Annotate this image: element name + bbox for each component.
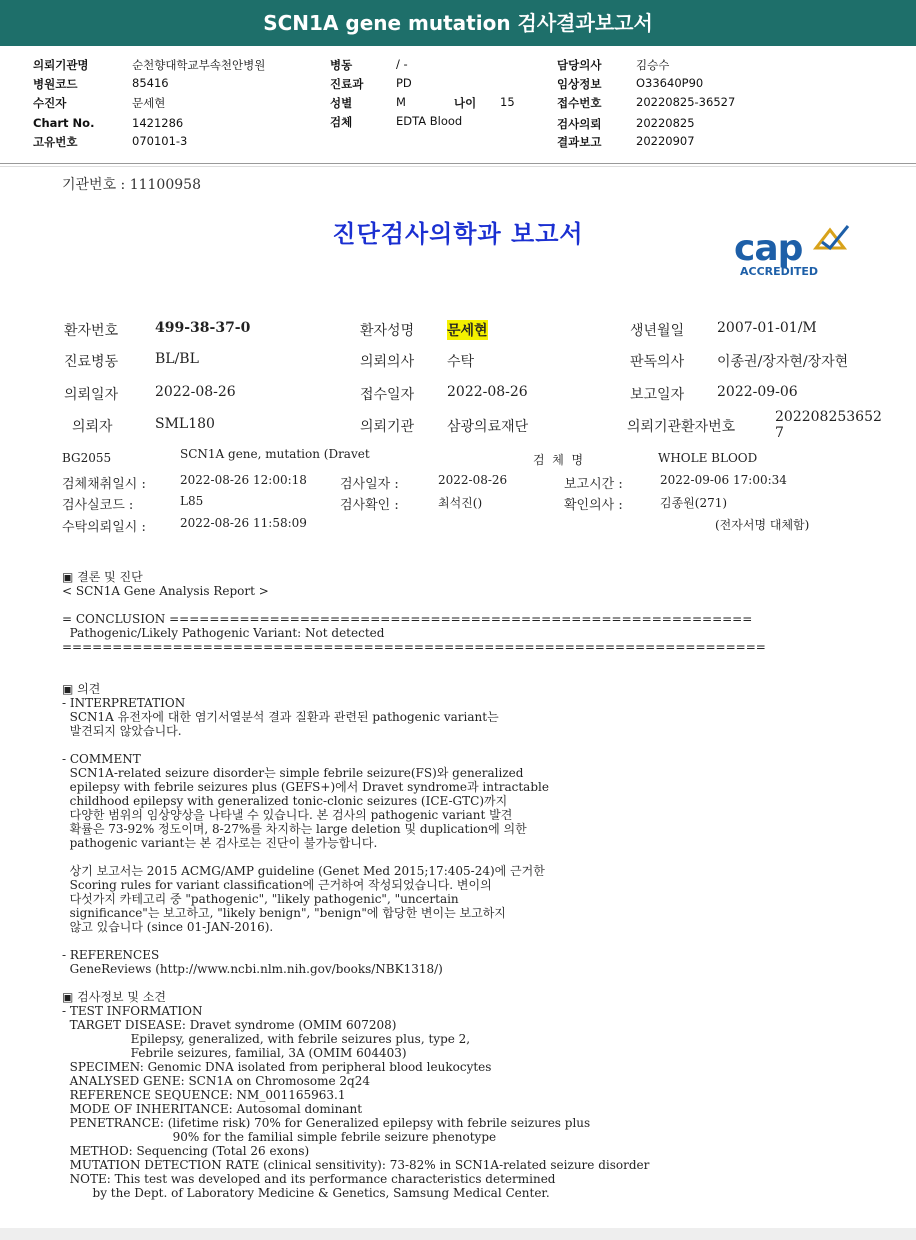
report-line: Pathogenic/Likely Pathogenic Variant: Not detected bbox=[62, 626, 385, 640]
header-value: 문세현 bbox=[132, 96, 166, 110]
header-value: 20220825-36527 bbox=[636, 95, 736, 109]
patient-label: 의뢰일자 bbox=[64, 387, 119, 403]
header-label: 결과보고 bbox=[557, 135, 602, 149]
report-line bbox=[62, 598, 766, 612]
report-line: < SCN1A Gene Analysis Report > bbox=[62, 584, 269, 598]
patient-label: 생년월일 bbox=[630, 323, 685, 339]
patient-institution-patient-number-2: 7 bbox=[775, 425, 784, 441]
report-line: 발견되지 않았습니다. bbox=[62, 724, 182, 738]
test-name: SCN1A gene, mutation (Dravet bbox=[180, 447, 370, 461]
report-line: - INTERPRETATION bbox=[62, 696, 186, 710]
reporttime-value: 2022-09-06 17:00:34 bbox=[660, 473, 787, 487]
patient-label: 의뢰기관 bbox=[360, 419, 415, 435]
report-line: ====================================================================== bbox=[62, 640, 766, 654]
report-title: SCN1A gene mutation 검사결과보고서 bbox=[263, 11, 653, 35]
header-label: 성별 bbox=[330, 96, 353, 110]
report-title-bar bbox=[0, 0, 916, 46]
header-label: 진료과 bbox=[330, 77, 364, 91]
report-line: significance"는 보고하고, "likely benign", "benign"에 합당한 변이는 보고하지 bbox=[62, 906, 506, 920]
report-line: ANALYSED GENE: SCN1A on Chromosome 2q24 bbox=[62, 1074, 370, 1088]
patient-ward: BL/BL bbox=[155, 351, 199, 367]
esign-note: (전자서명 대체함) bbox=[715, 518, 810, 532]
report-line: - COMMENT bbox=[62, 752, 141, 766]
testdate-value: 2022-08-26 bbox=[438, 473, 508, 487]
verifier-value: 김종원(271) bbox=[660, 496, 728, 510]
patient-label: 판독의사 bbox=[630, 354, 685, 370]
report-line: GeneReviews (http://www.ncbi.nlm.nih.gov/books/NBK1318/) bbox=[62, 962, 443, 976]
header-value: 070101-3 bbox=[132, 134, 188, 148]
report-line: by the Dept. of Laboratory Medicine & Genetics, Samsung Medical Center. bbox=[62, 1186, 550, 1200]
report-line: - TEST INFORMATION bbox=[62, 1004, 203, 1018]
report-line: SPECIMEN: Genomic DNA isolated from peripheral blood leukocytes bbox=[62, 1060, 492, 1074]
report-line: SCN1A 유전자에 대한 염기서열분석 결과 질환과 관련된 pathogenic variant는 bbox=[62, 710, 499, 724]
patient-referring-doctor: 수탁 bbox=[447, 354, 475, 370]
report-line bbox=[62, 934, 766, 948]
patient-request-date: 2022-08-26 bbox=[155, 384, 236, 400]
header-label: 임상정보 bbox=[557, 77, 602, 91]
header-value: 20220825 bbox=[636, 116, 695, 130]
header-label: 담당의사 bbox=[557, 58, 602, 72]
header-value: EDTA Blood bbox=[396, 114, 463, 128]
lab-value: L85 bbox=[180, 494, 204, 508]
patient-requesting-institution: 삼광의료재단 bbox=[447, 419, 529, 435]
report-body bbox=[62, 570, 766, 1200]
cap-logo-sub-text: ACCREDITED bbox=[740, 265, 819, 278]
header-label-age: 나이 bbox=[454, 96, 477, 110]
header-label: 검체 bbox=[330, 115, 353, 129]
report-line: MODE OF INHERITANCE: Autosomal dominant bbox=[62, 1102, 363, 1116]
patient-label: 접수일자 bbox=[360, 387, 415, 403]
patient-institution-patient-number-1: 202208253652 bbox=[775, 409, 882, 425]
cap-logo-graphic bbox=[732, 222, 850, 280]
patient-report-date: 2022-09-06 bbox=[717, 384, 798, 400]
confirm-label: 검사확인 : bbox=[340, 498, 399, 513]
collect-label: 검체채취일시 : bbox=[62, 477, 146, 492]
lab-label: 검사실코드 : bbox=[62, 498, 134, 513]
report-line: 확률은 73-92% 정도이며, 8-27%를 차지하는 large deletion 및 duplication에 의한 bbox=[62, 822, 527, 836]
verifier-label: 확인의사 : bbox=[564, 498, 623, 513]
report-line: Scoring rules for variant classification에 근거하여 작성되었습니다. 변이의 bbox=[62, 878, 492, 892]
header-value: 20220907 bbox=[636, 134, 695, 148]
header-value: 1421286 bbox=[132, 116, 184, 130]
patient-label: 보고일자 bbox=[630, 387, 685, 403]
header-label: 병원코드 bbox=[33, 77, 78, 91]
report-line: TARGET DISEASE: Dravet syndrome (OMIM 607208) bbox=[62, 1018, 397, 1032]
collect-value: 2022-08-26 12:00:18 bbox=[180, 473, 307, 487]
document-title: 진단검사의학과 보고서 bbox=[332, 219, 584, 248]
header-label: 검사의뢰 bbox=[557, 117, 602, 131]
consign-value: 2022-08-26 11:58:09 bbox=[180, 516, 307, 530]
specimen-label: 검 체 명 bbox=[533, 453, 584, 467]
test-code: BG2055 bbox=[62, 451, 112, 465]
report-line: 다양한 범위의 임상양상을 나타낼 수 있습니다. 본 검사의 pathogenic variant 발견 bbox=[62, 808, 513, 822]
report-line: childhood epilepsy with generalized tonic-clonic seizures (ICE-GTC)까지 bbox=[62, 794, 508, 808]
patient-label: 의뢰기관환자번호 bbox=[627, 419, 736, 435]
patient-label: 환자성명 bbox=[360, 323, 415, 339]
header-label: 접수번호 bbox=[557, 96, 602, 110]
confirm-value: 최석진() bbox=[438, 496, 483, 510]
header-label: 의뢰기관명 bbox=[33, 58, 89, 72]
header-value: M bbox=[396, 95, 406, 109]
patient-label: 의뢰의사 bbox=[360, 354, 415, 370]
report-line: Febrile seizures, familial, 3A (OMIM 604403) bbox=[62, 1046, 407, 1060]
consign-label: 수탁의뢰일시 : bbox=[62, 520, 146, 535]
report-line: 다섯가지 카테고리 중 "pathogenic", "likely pathogenic", "uncertain bbox=[62, 892, 459, 906]
header-label: 수진자 bbox=[33, 96, 67, 110]
header-value-age: 15 bbox=[500, 95, 515, 109]
patient-birthdate: 2007-01-01/M bbox=[717, 320, 817, 336]
header-label: 고유번호 bbox=[33, 135, 78, 149]
report-line: Epilepsy, generalized, with febrile seizures plus, type 2, bbox=[62, 1032, 471, 1046]
report-line: 않고 있습니다 (since 01-JAN-2016). bbox=[62, 920, 274, 934]
report-line: 90% for the familial simple febrile seizure phenotype bbox=[62, 1130, 497, 1144]
header-value: 김승수 bbox=[636, 58, 670, 72]
header-value: O33640P90 bbox=[636, 76, 704, 90]
report-line: SCN1A-related seizure disorder는 simple febrile seizure(FS)와 generalized bbox=[62, 766, 524, 780]
header-divider-shadow bbox=[0, 166, 916, 167]
report-line bbox=[62, 850, 766, 864]
report-line: MUTATION DETECTION RATE (clinical sensitivity): 73-82% in SCN1A-related seizure disorder bbox=[62, 1158, 650, 1172]
report-line: ▣ 의견 bbox=[62, 682, 101, 696]
report-line: epilepsy with febrile seizures plus (GEFS+)에서 Dravet syndrome과 intractable bbox=[62, 780, 549, 794]
report-line: ▣ 검사정보 및 소견 bbox=[62, 990, 166, 1004]
report-line: = CONCLUSION ========================================================== bbox=[62, 612, 753, 626]
patient-label: 의뢰자 bbox=[72, 419, 113, 435]
cap-accredited-logo bbox=[732, 222, 850, 280]
patient-requester: SML180 bbox=[155, 416, 215, 432]
institution-number: 기관번호 : 11100958 bbox=[62, 177, 201, 193]
report-line: pathogenic variant는 본 검사로는 진단이 불가능합니다. bbox=[62, 836, 378, 850]
header-divider bbox=[0, 163, 916, 164]
report-line: METHOD: Sequencing (Total 26 exons) bbox=[62, 1144, 310, 1158]
report-line: NOTE: This test was developed and its performance characteristics determined bbox=[62, 1172, 556, 1186]
testdate-label: 검사일자 : bbox=[340, 477, 399, 492]
header-value: / - bbox=[396, 57, 408, 71]
report-line: - REFERENCES bbox=[62, 948, 160, 962]
report-line: ▣ 결론 및 진단 bbox=[62, 570, 143, 584]
reporttime-label: 보고시간 : bbox=[564, 477, 623, 492]
report-line: REFERENCE SEQUENCE: NM_001165963.1 bbox=[62, 1088, 346, 1102]
cap-logo-main-text: cap bbox=[734, 228, 803, 269]
header-value: PD bbox=[396, 76, 412, 90]
report-line bbox=[62, 738, 766, 752]
patient-number: 499-38-37-0 bbox=[155, 320, 251, 336]
header-value: 85416 bbox=[132, 76, 169, 90]
bottom-strip bbox=[0, 1228, 916, 1240]
patient-name: 문세현 bbox=[447, 320, 488, 340]
report-line bbox=[62, 976, 766, 990]
header-value: 순천향대학교부속천안병원 bbox=[132, 58, 266, 72]
header-label: 병동 bbox=[330, 58, 353, 72]
specimen-value: WHOLE BLOOD bbox=[658, 451, 758, 465]
patient-label: 진료병동 bbox=[64, 354, 119, 370]
report-line: PENETRANCE: (lifetime risk) 70% for Generalized epilepsy with febrile seizures plus bbox=[62, 1116, 591, 1130]
patient-reading-doctor: 이종권/장자현/장자현 bbox=[717, 354, 849, 370]
patient-label: 환자번호 bbox=[64, 323, 119, 339]
header-label: Chart No. bbox=[33, 116, 95, 130]
report-line bbox=[62, 668, 766, 682]
report-line bbox=[62, 654, 766, 668]
report-line: 상기 보고서는 2015 ACMG/AMP guideline (Genet Med 2015;17:405-24)에 근거한 bbox=[62, 864, 545, 878]
patient-receipt-date: 2022-08-26 bbox=[447, 384, 528, 400]
